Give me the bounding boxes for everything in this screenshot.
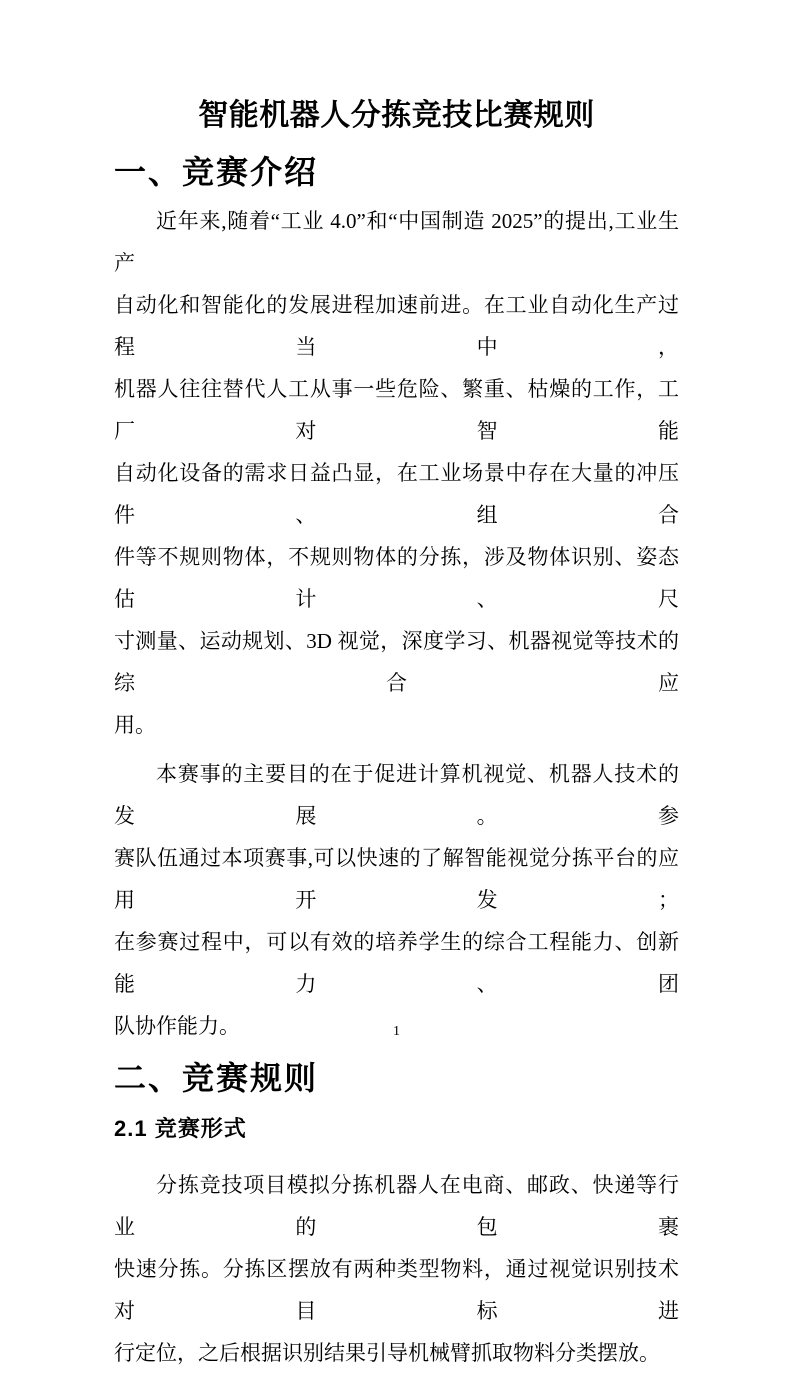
subsection-heading-2-1: 2.1 竞赛形式 [114,1116,247,1141]
text-line: 分拣竞技项目模拟分拣机器人在电商、邮政、快递等行业的包裹 [114,1173,679,1239]
text-line: 自动化设备的需求日益凸显，在工业场景中存在大量的冲压件、组合 [114,461,679,527]
page-number: 1 [393,1024,400,1039]
rules-paragraph-1 [114,1164,679,1374]
section-heading-2: 二、竞赛规则 [114,1060,319,1096]
section-heading-1: 一、竞赛介绍 [114,154,319,190]
text-line: 近年来,随着“工业 4.0”和“中国制造 2025”的提出,工业生产 [114,209,679,275]
text-line: 机器人往往替代人工从事一些危险、繁重、枯燥的工作，工厂对智能 [114,377,679,443]
text-line: 快速分拣。分拣区摆放有两种类型物料，通过视觉识别技术对目标进 [114,1257,679,1323]
text-line: 在参赛过程中，可以有效的培养学生的综合工程能力、创新能力、团 [114,930,679,996]
text-line: 件等不规则物体，不规则物体的分拣，涉及物体识别、姿态估计、尺 [114,545,679,611]
text-line: 用。 [114,713,156,737]
text-line: 赛队伍通过本项赛事,可以快速的了解智能视觉分拣平台的应用开发； [114,846,679,912]
text-line: 行定位，之后根据识别结果引导机械臂抓取物料分类摆放。 [114,1341,660,1365]
text-line: 自动化和智能化的发展进程加速前进。在工业自动化生产过程当中， [114,293,679,359]
document-title: 智能机器人分拣竞技比赛规则 [198,99,595,132]
intro-paragraph-1 [114,200,679,746]
text-line: 寸测量、运动规划、3D 视觉，深度学习、机器视觉等技术的综合应 [114,629,679,695]
text-line: 队协作能力。 [114,1014,240,1038]
intro-paragraph-2 [114,753,679,1047]
text-line: 本赛事的主要目的在于促进计算机视觉、机器人技术的发展。参 [114,762,679,828]
